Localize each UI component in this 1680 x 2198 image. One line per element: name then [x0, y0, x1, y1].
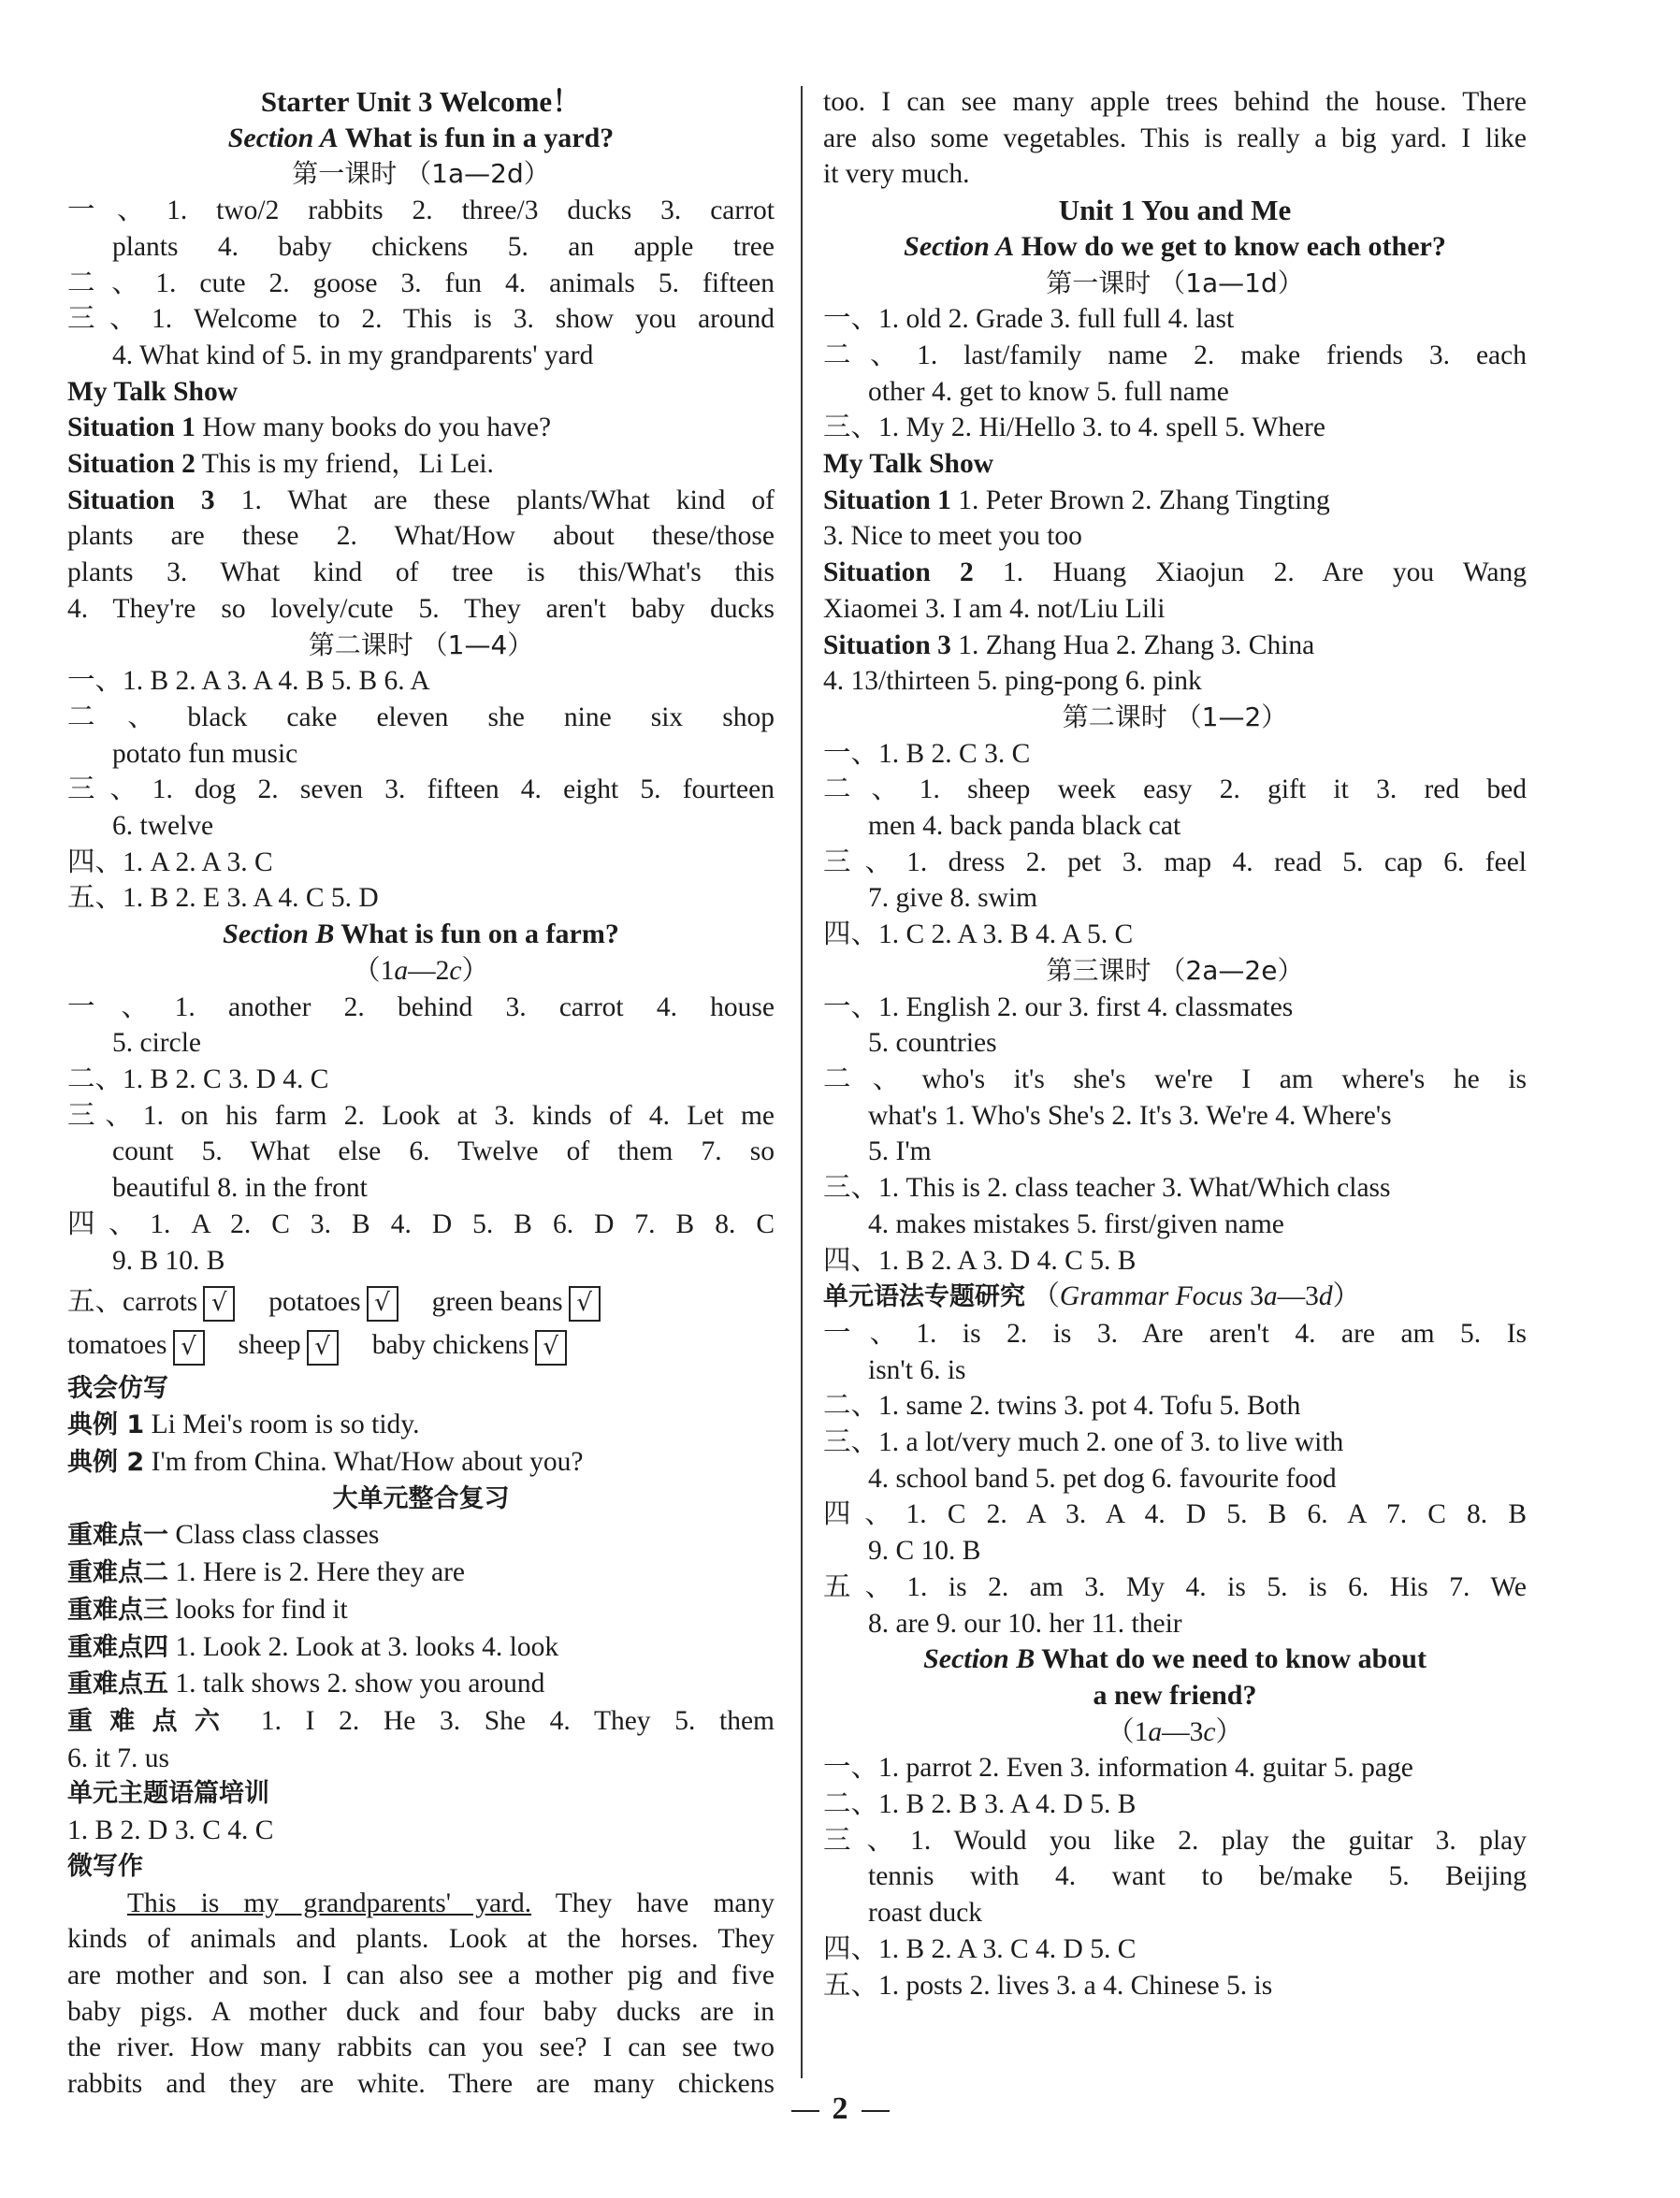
section-heading: 第三课时 （2a—2e） [1046, 954, 1304, 986]
answer-line: 一、1. is 2. is 3. Are aren't 4. are am 5. Is [823, 1318, 1527, 1349]
answer-line: 6. it 7. us [67, 1742, 169, 1773]
answer-line: 1. B 2. D 3. C 4. C [67, 1815, 274, 1846]
answer-line: 三、1. a lot/very much 2. one of 3. to live with [823, 1427, 1344, 1458]
answer-line: 重难点二 1. Here is 2. Here they are [67, 1557, 465, 1588]
answer-line: Situation 2 1. Huang Xiaojun 2. Are you Wang [823, 557, 1527, 588]
answer-line: 五、1. posts 2. lives 3. a 4. Chinese 5. is [823, 1970, 1273, 2001]
answer-line: isn't 6. is [868, 1354, 966, 1385]
section-heading: Section B What do we need to know about [923, 1643, 1427, 1675]
checkbox-answer-label: potatoes [268, 1287, 361, 1318]
answer-line: other 4. get to know 5. full name [868, 376, 1229, 407]
answer-line: Situation 3 1. Zhang Hua 2. Zhang 3. China [823, 629, 1315, 660]
check-mark-box: √ [203, 1286, 235, 1322]
check-mark-box: √ [307, 1330, 339, 1366]
section-heading: 单元主题语篇培训 [67, 1779, 269, 1809]
answer-line: 典例 2 I'm from China. What/How about you? [67, 1447, 584, 1478]
section-heading: 微写作 [67, 1851, 143, 1881]
answer-line: plants are these 2. What/How about these/those [67, 521, 775, 552]
answer-line: potato fun music [112, 738, 298, 769]
check-mark-box: √ [173, 1330, 205, 1366]
answer-line: 5. I'm [868, 1136, 932, 1167]
answer-line: baby pigs. A mother duck and four baby ducks are in [67, 1996, 775, 2027]
answer-line: 7. give 8. swim [868, 883, 1038, 914]
column-divider [801, 86, 803, 2078]
answer-line: 三、1. dress 2. pet 3. map 4. read 5. cap 6. feel [823, 846, 1527, 877]
checkbox-answer-label: 五、carrots [67, 1287, 198, 1318]
answer-line: 一、1. English 2. our 3. first 4. classmates [823, 991, 1294, 1022]
answer-line: 二、1. same 2. twins 3. pot 4. Tofu 5. Both [823, 1391, 1301, 1422]
answer-line: plants 4. baby chickens 5. an apple tree [112, 231, 775, 262]
answer-line: beautiful 8. in the front [112, 1173, 368, 1204]
answer-line: 4. makes mistakes 5. first/given name [868, 1208, 1284, 1239]
check-mark-box: √ [569, 1286, 601, 1322]
section-heading: 第一课时 （1a—1d） [1046, 267, 1304, 298]
answer-line: 二、1. B 2. B 3. A 4. D 5. B [823, 1789, 1137, 1820]
footer-dash-right [862, 2110, 890, 2112]
answer-line: 五、1. is 2. am 3. My 4. is 5. is 6. His 7. We [823, 1571, 1527, 1602]
section-heading: My Talk Show [67, 376, 238, 407]
answer-line: 4. They're so lovely/cute 5. They aren't baby ducks [67, 593, 775, 624]
answer-line: 三、1. Welcome to 2. This is 3. show you around [67, 304, 775, 335]
answer-line: 重难点一 Class class classes [67, 1520, 380, 1551]
answer-line: 二、who's it's she's we're I am where's he is [823, 1063, 1527, 1094]
section-heading: Section B What is fun on a farm? [223, 918, 619, 950]
section-heading: My Talk Show [823, 449, 993, 480]
answer-line: 三、1. Would you like 2. play the guitar 3. play [823, 1825, 1527, 1856]
footer-dash-left [791, 2110, 819, 2112]
answer-line: 一、1. old 2. Grade 3. full full 4. last [823, 304, 1235, 335]
checkbox-answer-label: baby chickens [371, 1330, 529, 1361]
answer-line: This is my grandparents' yard. They have many [127, 1887, 775, 1918]
answer-line: 四、1. A 2. A 3. C [67, 846, 273, 877]
section-heading: 我会仿写 [67, 1373, 168, 1403]
checkbox-answer-row [67, 1327, 775, 1365]
answer-line: 5. circle [112, 1028, 201, 1059]
answer-line: plants 3. What kind of tree is this/What's this [67, 557, 775, 588]
page-number: 2 [832, 2091, 848, 2126]
answer-line: 三、1. on his farm 2. Look at 3. kinds of 4. Let me [67, 1100, 775, 1131]
answer-line: kinds of animals and plants. Look at the horses. They [67, 1924, 775, 1955]
section-heading: Starter Unit 3 Welcome！ [260, 85, 582, 118]
answer-line: roast duck [868, 1898, 983, 1929]
answer-line: too. I can see many apple trees behind the house. There [823, 87, 1527, 117]
answer-line: Situation 2 This is my friend，Li Lei. [67, 449, 494, 480]
answer-line: 一、1. B 2. A 3. A 4. B 5. B 6. A [67, 666, 430, 697]
answer-line: 4. 13/thirteen 5. ping-pong 6. pink [823, 666, 1202, 697]
section-heading: Section A How do we get to know each other? [904, 230, 1446, 262]
checkbox-answer-label: green beans [431, 1287, 563, 1318]
answer-line: 三、1. My 2. Hi/Hello 3. to 4. spell 5. Where [823, 412, 1325, 443]
answer-line: Situation 1 1. Peter Brown 2. Zhang Tingting [823, 484, 1330, 515]
answer-line: the river. How many rabbits can you see? I can see two [67, 2032, 775, 2063]
answer-line: 二、1. B 2. C 3. D 4. C [67, 1063, 329, 1094]
answer-line: 3. Nice to meet you too [823, 521, 1082, 552]
answer-line: Xiaomei 3. I am 4. not/Liu Lili [823, 593, 1166, 624]
answer-line: 重难点三 looks for find it [67, 1594, 348, 1625]
answer-line: are mother and son. I can also see a mother pig and five [67, 1959, 775, 1990]
right-column [823, 84, 1527, 2003]
section-heading: a new friend? [1093, 1679, 1257, 1711]
section-heading: 第一课时 （1a—2d） [292, 158, 550, 190]
answer-line: 典例 1 Li Mei's room is so tidy. [67, 1410, 420, 1440]
answer-line: it very much. [823, 159, 970, 190]
answer-line: 9. C 10. B [868, 1536, 981, 1567]
answer-line: 一、1. parrot 2. Even 3. information 4. guitar 5. page [823, 1753, 1413, 1784]
answer-line: 单元语法专题研究 （Grammar Focus 3a—3d） [823, 1281, 1361, 1312]
answer-line: 6. twelve [112, 811, 214, 842]
section-heading: 第二课时 （1—4） [308, 629, 534, 660]
answer-line: 二、1. cute 2. goose 3. fun 4. animals 5. fifteen [67, 268, 775, 298]
answer-line: 一、1. B 2. C 3. C [823, 738, 1031, 769]
checkbox-answer-row [67, 1284, 775, 1322]
answer-line: 三、1. This is 2. class teacher 3. What/Which class [823, 1173, 1391, 1204]
section-heading: Section A What is fun in a yard? [227, 122, 615, 153]
answer-line: are also some vegetables. This is really a big yard. I like [823, 123, 1527, 153]
answer-line: tennis with 4. want to be/make 5. Beijing [868, 1861, 1527, 1892]
answer-line: 五、1. B 2. E 3. A 4. C 5. D [67, 883, 379, 914]
answer-line: count 5. What else 6. Twelve of them 7. so [112, 1136, 775, 1167]
answer-line: 二、black cake eleven she nine six shop [67, 701, 775, 732]
answer-line: 二、1. last/family name 2. make friends 3. each [823, 340, 1527, 370]
check-mark-box: √ [367, 1286, 398, 1322]
answer-line: 重难点五 1. talk shows 2. show you around [67, 1669, 545, 1699]
answer-line: 4. What kind of 5. in my grandparents' yard [112, 340, 594, 370]
answer-line: what's 1. Who's She's 2. It's 3. We're 4. Where's [868, 1100, 1392, 1131]
answer-line: 8. are 9. our 10. her 11. their [868, 1608, 1182, 1639]
answer-line: 4. school band 5. pet dog 6. favourite food [868, 1463, 1337, 1494]
answer-line: （1a—2c） [353, 955, 489, 986]
answer-line: 四、1. B 2. A 3. C 4. D 5. C [823, 1933, 1137, 1964]
section-heading: 第二课时 （1—2） [1062, 701, 1288, 732]
answer-line: 重难点四 1. Look 2. Look at 3. looks 4. look [67, 1631, 559, 1662]
checkbox-answer-label: sheep [238, 1330, 301, 1361]
answer-line: 三、1. dog 2. seven 3. fifteen 4. eight 5. fourteen [67, 774, 775, 805]
answer-line: men 4. back panda black cat [868, 811, 1181, 842]
answer-line: 四、1. B 2. A 3. D 4. C 5. B [823, 1245, 1137, 1276]
left-column [67, 84, 775, 2103]
checkbox-answer-label: tomatoes [67, 1330, 167, 1361]
answer-line: 一、1. another 2. behind 3. carrot 4. house [67, 991, 775, 1022]
answer-line: 二、1. sheep week easy 2. gift it 3. red bed [823, 774, 1527, 805]
answer-line: 四、1. C 2. A 3. B 4. A 5. C [823, 919, 1134, 950]
answer-line: 一、1. two/2 rabbits 2. three/3 ducks 3. carrot [67, 195, 775, 226]
answer-line: 重难点六 1. I 2. He 3. She 4. They 5. them [67, 1706, 775, 1736]
answer-line: 9. B 10. B [112, 1245, 225, 1276]
answer-line: Situation 3 1. What are these plants/What kind of [67, 484, 775, 515]
answer-line: 四、1. C 2. A 3. A 4. D 5. B 6. A 7. C 8. B [823, 1499, 1527, 1530]
answer-line: rabbits and they are white. There are many chickens [67, 2069, 775, 2100]
section-heading: Unit 1 You and Me [1058, 194, 1292, 227]
page-footer [0, 2091, 1680, 2127]
answer-line: 四、1. A 2. C 3. B 4. D 5. B 6. D 7. B 8. C [67, 1208, 775, 1239]
section-heading: 大单元整合复习 [332, 1483, 510, 1513]
answer-line: （1a—3c） [1107, 1716, 1243, 1747]
check-mark-box: √ [535, 1330, 567, 1366]
answer-line: Situation 1 How many books do you have? [67, 412, 552, 443]
answer-line: 5. countries [868, 1028, 997, 1059]
